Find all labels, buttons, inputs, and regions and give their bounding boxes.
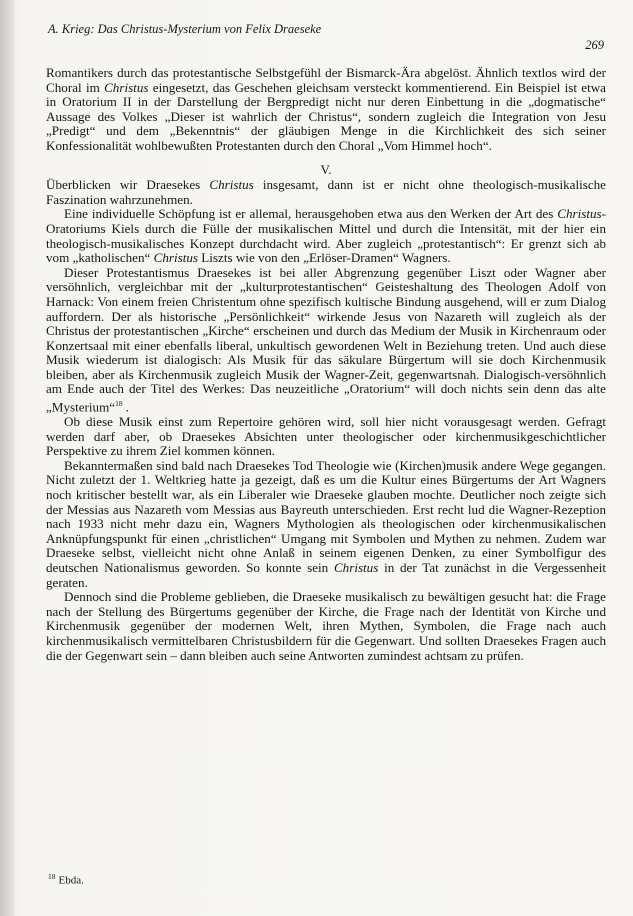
text-run: Romantikers durch das protestantische Selbstgefühl der Bismarck-Ära abgelöst. Ähnlich textlos wird der Choral im — [46, 65, 606, 95]
page-header — [48, 22, 604, 52]
italic-title: Christus — [557, 206, 602, 222]
text-run: Bekanntermaßen sind bald nach Draesekes Tod Theologie wie (Kirchen)musik andere Wege gegangen. Nicht zuletzt der 1. Weltkrieg hatte ja gezeigt, daß es um die Kultur eines Bürgertums der Art Wagners noch kritischer bestellt war, als ein Liberaler wie Draeseke glauben mochte. Deutlicher noch zeigte sich der Messias aus Nazareth vom Messias aus Bayreuth unterschieden. Erst recht lud die Wagner-Rezeption nach 1933 nicht mehr dazu ein, Wagners Mythologien als theologischen oder kirchenmusikalischen Anknüpfungspunkt für einen „christlichen“ Umgang mit Symbolen und Mythen zu nehmen. Zudem war Draeseke selbst, vielleicht nicht ohne Anlaß in seinem eigenen Denken, zu einer Symbolfigur des deutschen Nationalismus geworden. So konnte sein — [46, 457, 606, 575]
paragraph-6 — [46, 459, 606, 590]
italic-title: Christus — [333, 559, 379, 575]
italic-title: Christus — [209, 177, 254, 193]
text-run: Dieser Protestantismus Draesekes ist bei aller Abgrenzung gegenüber Liszt oder Wagner aber versöhnlich, vergleichbar mit der „kulturprotestantischen“ Geisteshaltung des Theologen Adolf von Harnack: Von einem freien Christentum ohne spezifisch kultische Bindung ausgehend, will er zum Dialog auffordern. Der als historische „Persönlichkeit“ wirkende Jesus von Nazareth will zugleich als der Christus der protestantischen „Kirche“ erscheinen und durch das Medium der Musik in Kirchenraum oder Konzertsaal mit einer ebenfalls liberal, unkultisch gewordenen Welt in Beziehung treten. Und auch diese Musik wiederum ist dialogisch: Als Musik für das säkulare Bürgertum will sie doch Kirchenmusik bleiben, aber als Kirchenmusik zugleich Musik der Wagner-Zeit, gegenwartsnah. Dialogisch-versöhnlich am Ende auch der Titel des Werkes: Das neuzeitliche „Oratorium“ will doch nichts sein denn das alte „Mysterium“ — [46, 264, 606, 415]
text-run: Eine individuelle Schöpfung ist er allemal, herausgehoben etwa aus den Werken der Art des — [64, 206, 558, 222]
text-run: insgesamt, dann ist er nicht ohne theologisch-musikalische Faszination wahrzunehmen. — [46, 177, 606, 207]
italic-title: Christus — [104, 79, 149, 95]
text-run: in der Tat zunächst in die Vergessenheit geraten. — [46, 559, 606, 590]
text-run: . — [125, 399, 129, 415]
footnote-mark: 18 — [48, 872, 56, 881]
text-run: eingesetzt, das Geschehen gleichsam versteckt kommentierend. Ein Beispiel ist etwa in Oratorium II in der Darstellung der Bergpredigt nicht nur deren Einbettung in die „dogmatische“ Aussage des Volkes „Dieser ist wahrlich der Christus“, sondern zugleich die Integration von Jesu „Predigt“ und dem „Bekenntnis“ der gläubigen Menge in die Kirchlichkeit des sich seiner Konfessionalität wohlbewußten Protestanten durch den Choral „Vom Himmel hoch“. — [46, 79, 606, 153]
italic-title: Christus — [153, 250, 199, 266]
page-number: 269 — [585, 38, 604, 52]
text-run: Liszts wie von den „Erlöser-Dramen“ Wagners. — [198, 250, 451, 266]
text-run: Überblicken wir Draesekes — [46, 177, 210, 193]
page-gutter-shadow — [0, 0, 14, 916]
paragraph-5: Ob diese Musik einst zum Repertoire gehören wird, soll hier nicht vorausgesagt werden. Gefragt werden darf aber, ob Draesekes Absichten unter theologischer oder kirchenmusikgeschichtlicher Perspektive zu ihrem Ziel kommen können. — [46, 414, 606, 459]
text-run: -Oratoriums Kiels durch die Fülle der musikalischen Mittel und durch die Intensität, mit der hier ein theologisch-musikalisches Konzept durchdacht wird. Aber zugleich „protestantisch“: Er grenzt sich ab vom „katholischen“ — [46, 206, 606, 266]
paragraph-7: Dennoch sind die Probleme geblieben, die Draeseke musikalisch zu bewältigen gesucht hat: die Frage nach der Stellung des Bürgertums gegenüber der Kirche, die Frage nach der Identität von Kirche und Kirchenmusik gegenüber der modernen Welt, ihren Mythen, Symbolen, die Frage nach auch kirchenmusikalisch vermittelbaren Christusbildern für die Gegenwart. Und sollten Draesekes Fragen auch die der Gegenwart sein – dann bleiben auch seine Antworten zumindest achtsam zu prüfen. — [46, 589, 606, 663]
main-text — [46, 66, 606, 663]
footnote — [48, 872, 84, 887]
section-heading: V. — [320, 161, 332, 177]
paragraph-1 — [46, 66, 606, 154]
paragraph-2 — [46, 178, 606, 207]
footnote-text: Ebda. — [58, 874, 84, 887]
paragraph-4 — [46, 266, 606, 415]
paragraph-3 — [46, 207, 606, 265]
footnote-reference: 18 — [115, 399, 123, 409]
running-head: A. Krieg: Das Christus-Mysterium von Felix Draeseke — [48, 22, 322, 36]
